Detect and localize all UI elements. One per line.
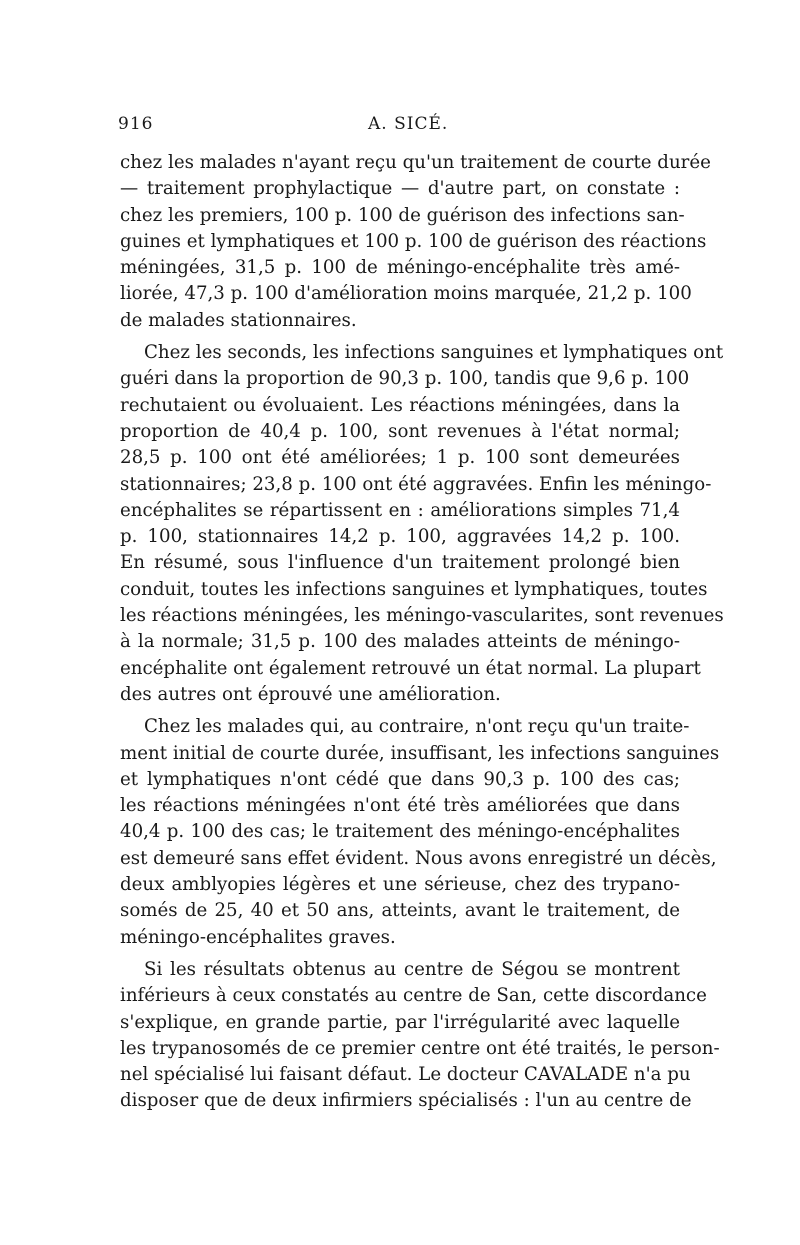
text-line: En résumé, sous l'influence d'un traitement prolongé bien xyxy=(120,552,680,574)
text-line: Si les résultats obtenus au centre de Ségou se montrent xyxy=(144,958,680,980)
text-line: guines et lymphatiques et 100 p. 100 de guérison des réactions xyxy=(120,230,707,252)
text-line: des autres ont éprouvé une amélioration. xyxy=(120,683,501,705)
text-line: Chez les malades qui, au contraire, n'ont reçu qu'un traite- xyxy=(144,716,690,738)
paragraph xyxy=(120,957,720,1115)
page-number: 916 xyxy=(118,114,154,134)
paragraph xyxy=(120,340,724,708)
text-line: proportion de 40,4 p. 100, sont revenues à l'état normal; xyxy=(120,420,680,442)
text-line: liorée, 47,3 p. 100 d'amélioration moins marquée, 21,2 p. 100 xyxy=(120,283,692,305)
text-line: deux amblyopies légères et une sérieuse, chez des trypano- xyxy=(120,874,680,896)
text-line: de malades stationnaires. xyxy=(120,309,357,331)
text-line: chez les malades n'ayant reçu qu'un traitement de courte durée xyxy=(120,152,711,173)
text-line: encéphalites se répartissent en : améliorations simples 71,4 xyxy=(120,499,680,521)
text-line: inférieurs à ceux constatés au centre de San, cette discordance xyxy=(120,985,707,1007)
text-line: les trypanosomés de ce premier centre ont été traités, le person- xyxy=(120,1037,720,1059)
text-line: les réactions méningées, les méningo-vascularites, sont revenues xyxy=(120,605,724,627)
page-header xyxy=(118,114,678,140)
text-line: p. 100, stationnaires 14,2 p. 100, aggravées 14,2 p. 100. xyxy=(120,526,680,548)
text-line: méningo-encéphalites graves. xyxy=(120,926,396,948)
text-line: somés de 25, 40 et 50 ans, atteints, avant le traitement, de xyxy=(120,900,680,922)
text-line: chez les premiers, 100 p. 100 de guérison des infections san- xyxy=(120,204,685,226)
text-line: et lymphatiques n'ont cédé que dans 90,3 p. 100 des cas; xyxy=(120,768,680,790)
text-line: rechutaient ou évoluaient. Les réactions méningées, dans la xyxy=(120,394,680,416)
paragraph xyxy=(120,150,711,334)
text-line: disposer que de deux infirmiers spécialisés : l'un au centre de xyxy=(120,1090,692,1112)
paragraph xyxy=(120,714,720,951)
text-line: 40,4 p. 100 des cas; le traitement des méningo-encéphalites xyxy=(120,821,680,843)
text-line: stationnaires; 23,8 p. 100 ont été aggravées. Enfin les méningo- xyxy=(120,473,712,495)
text-line: Chez les seconds, les infections sanguines et lymphatiques ont xyxy=(144,342,724,364)
text-line: guéri dans la proportion de 90,3 p. 100, tandis que 9,6 p. 100 xyxy=(120,368,690,390)
text-line: s'explique, en grande partie, par l'irrégularité avec laquelle xyxy=(120,1011,680,1033)
text-line: les réactions méningées n'ont été très améliorées que dans xyxy=(120,795,680,817)
text-line: conduit, toutes les infections sanguines et lymphatiques, toutes xyxy=(120,578,708,600)
text-line: ment initial de courte durée, insuffisant, les infections sanguines xyxy=(120,742,720,764)
text-line: nel spécialisé lui faisant défaut. Le docteur CAVALADE n'a pu xyxy=(120,1064,691,1086)
text-line: à la normale; 31,5 p. 100 des malades atteints de méningo- xyxy=(120,631,680,653)
running-head: A. SICÉ. xyxy=(368,114,449,134)
text-line: — traitement prophylactique — d'autre part, on constate : xyxy=(120,178,680,200)
body-text xyxy=(120,150,724,1115)
text-line: 28,5 p. 100 ont été améliorées; 1 p. 100 sont demeurées xyxy=(120,447,680,469)
text-line: est demeuré sans effet évident. Nous avons enregistré un décès, xyxy=(120,847,717,869)
text-line: méningées, 31,5 p. 100 de méningo-encéphalite très amé- xyxy=(120,257,680,279)
text-line: encéphalite ont également retrouvé un état normal. La plupart xyxy=(120,657,701,679)
